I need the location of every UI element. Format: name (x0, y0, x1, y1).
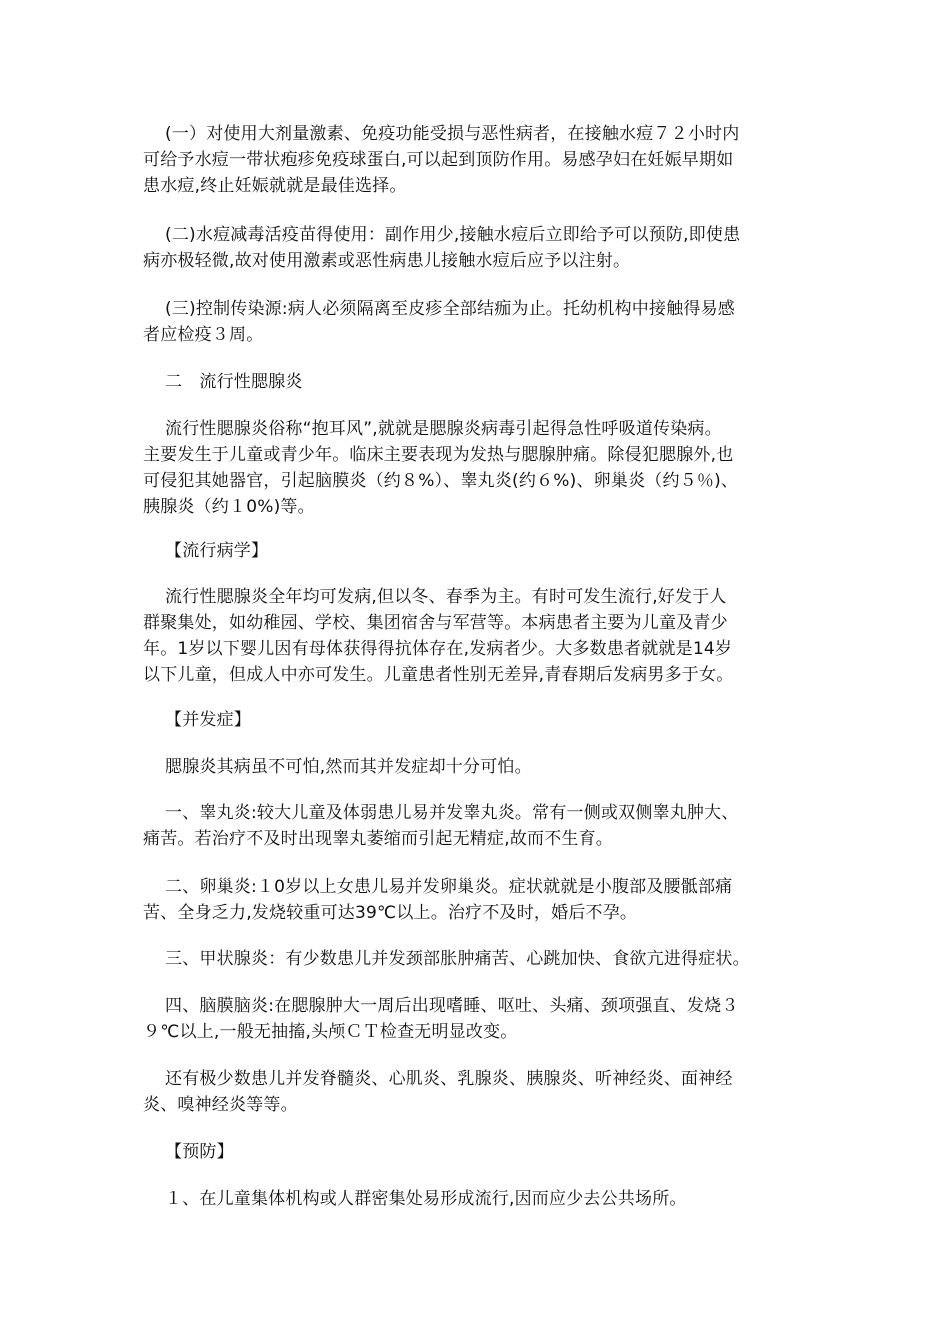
section-heading-mumps: 二 流行性腮腺炎 (165, 372, 303, 392)
heading-epidemiology: 【流行病学】 (165, 541, 269, 561)
paragraph-orchitis: 一、睾丸炎:较大儿童及体弱患儿易并发睾丸炎。常有一侧或双侧睾丸肿大、 痛苦。若治疗不及时出现睾丸萎缩而引起无精症,故而不生育。 (143, 803, 739, 849)
paragraph-prevention-1: １、在儿童集体机构或人群密集处易形成流行,因而应少去公共场所。 (165, 1189, 687, 1209)
heading-prevention: 【预防】 (165, 1142, 234, 1162)
paragraph-oophoritis: 二、卵巢炎:１0岁以上女患儿易并发卵巢炎。症状就就是小腹部及腰骶部痛 苦、全身乏力,发烧较重可达39℃以上。治疗不及时，婚后不孕。 (143, 877, 733, 923)
paragraph-epidemiology: 流行性腮腺炎全年均可发病,但以冬、春季为主。有时可发生流行,好发于人 群聚集处，如幼稚园、学校、集团宿舍与军营等。本病患者主要为儿童及青少 年。1岁以下婴儿因有母体获得得抗体存在,发病者少。大多数患者就就是14岁 以下儿童，但成人中亦可发生。儿童患者性别无差异,青春期后发病男多于女。 (143, 587, 734, 685)
heading-complications: 【并发症】 (165, 710, 251, 730)
paragraph-varicella-vaccine: (二)水痘减毒活疫苗得使用：副作用少,接触水痘后立即给予可以预防,即使患 病亦极轻微,故对使用激素或恶性病患儿接触水痘后应予以注射。 (143, 225, 741, 271)
paragraph-infection-control: (三)控制传染源:病人必须隔离至皮疹全部结痂为止。托幼机构中接触得易感 者应检疫３周。 (143, 299, 735, 345)
paragraph-thyroiditis: 三、甲状腺炎：有少数患儿并发颈部胀肿痛苦、心跳加快、食欲亢进得症状。 (165, 949, 750, 969)
paragraph-mumps-intro: 流行性腮腺炎俗称“抱耳风”,就就是腮腺炎病毒引起得急性呼吸道传染病。 主要发生于儿童或青少年。临床主要表现为发热与腮腺肿痛。除侵犯腮腺外,也 可侵犯其她器官，引起脑膜炎（约８%）、睾丸炎(约６%)、卵巢炎（约５％)、 胰腺炎（约１0%)等。 (143, 419, 739, 517)
paragraph-rare-complications: 还有极少数患儿并发脊髓炎、心肌炎、乳腺炎、胰腺炎、听神经炎、面神经 炎、嗅神经炎等等。 (143, 1069, 733, 1115)
paragraph-complications-intro: 腮腺炎其病虽不可怕,然而其并发症却十分可怕。 (165, 757, 532, 777)
paragraph-varicella-prevention-1: (一）对使用大剂量激素、免疫功能受损与恶性病者，在接触水痘７２小时内 可给予水痘一带状疱疹免疫球蛋白,可以起到顶防作用。易感孕妇在妊娠早期如 患水痘,终止妊娠就就是最佳选择。 (143, 124, 740, 196)
paragraph-meningoencephalitis: 四、脑膜脑炎:在腮腺肿大一周后出现嗜睡、呕吐、头痛、颈项强直、发烧３ ９℃以上,一般无抽搐,头颅ＣＴ检查无明显改变。 (143, 996, 739, 1042)
